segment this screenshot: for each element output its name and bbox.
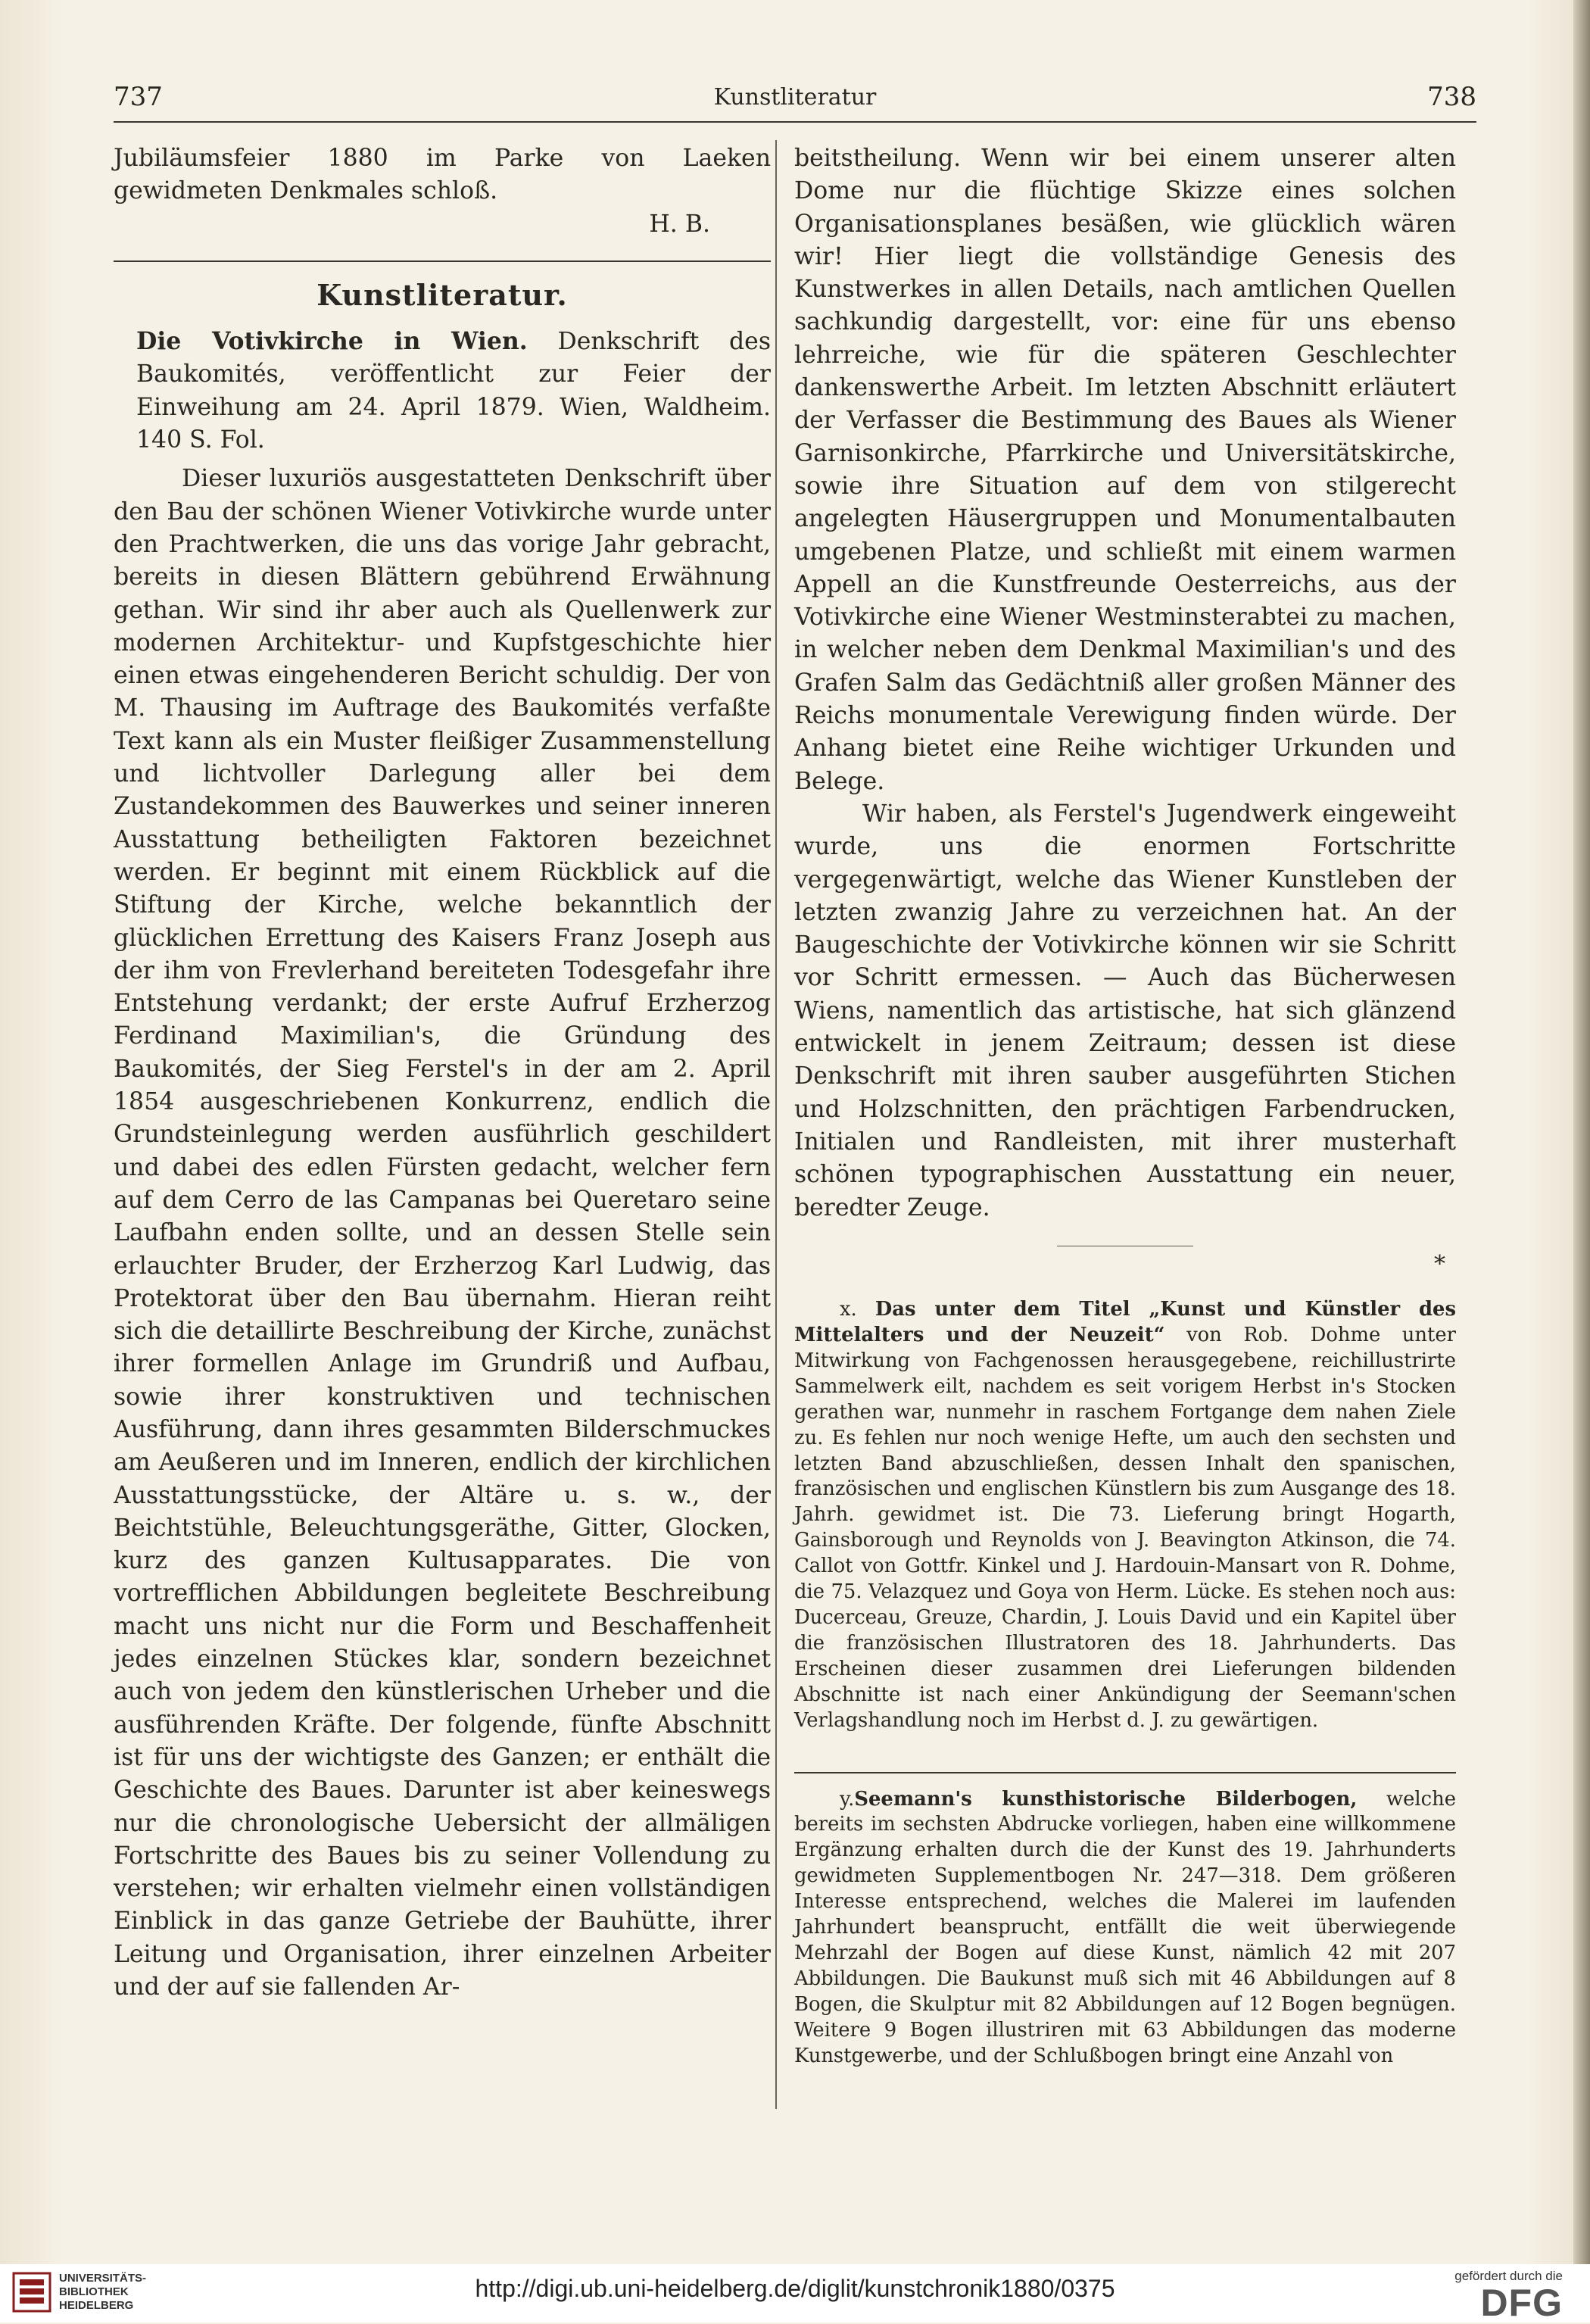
review-heading-details: Denkschrift des Baukomités, veröffentlicht zur Feier der Einweihung am 24. April 1879. Wien, Waldheim. 140 S. Fol. (136, 328, 771, 454)
right-column (794, 142, 1456, 2069)
library-name-line3: HEIDELBERG (59, 2299, 134, 2312)
note-rule (794, 1772, 1456, 1773)
left-page-number: 737 (114, 82, 163, 112)
footer-bar (0, 2264, 1590, 2322)
library-name-line2: BIBLIOTHEK (59, 2285, 129, 2298)
note-x-label: x. (840, 1298, 857, 1321)
intro-text: Jubiläumsfeier 1880 im Parke von Laeken gewidmeten Denkmales schloß. (114, 145, 771, 205)
signature: H. B. (649, 210, 710, 238)
note-x (794, 1297, 1456, 1733)
left-paragraph-1: Dieser luxuriös ausgestatteten Denkschrift über den Bau der schönen Wiener Votivkirche wurde unter den Prachtwerken, die uns das vorige Jahr gebracht, bereits in diesen Blättern gebührend Erwähnung gethan. Wir sind ihr aber auch als Quellenwerk zur modernen Architektur- und Kupfstgeschichte hier einen etwas eingehenderen Bericht schuldig. Der von M. Thausing im Auftrage des Baukomités verfaßte Text kann als ein Muster fleißiger Zusammenstellung und lichtvoller Darlegung aller bei dem Zustandekommen des Bauwerkes und seiner inneren Ausstattung betheiligten Faktoren bezeichnet werden. Er beginnt mit einem Rückblick auf die Stiftung der Kirche, welche bekanntlich der glücklichen Errettung des Kaisers Franz Joseph aus der ihm von Frevlerhand bereiteten Todesgefahr ihre Entstehung verdankt; der erste Aufruf Erzherzog Ferdinand Maximilian's, die Gründung des Baukomités, der Sieg Ferstel's in der am 2. April 1854 ausgeschriebenen Konkurrenz, endlich die Grundsteinlegung werden ausführlich geschildert und dabei des edlen Fürsten gedacht, welcher fern auf dem Cerro de las Campanas bei Queretaro seine Laufbahn enden sollte, und an dessen Stelle sein erlauchter Bruder, der Erzherzog Karl Ludwig, das Protektorat über den Bau übernahm. Hieran reiht sich die detaillirte Beschreibung der Kirche, zunächst ihrer formellen Anlage im Grundriß und Aufbau, sowie ihrer konstruktiven und technischen Ausführung, dann ihres gesammten Bilderschmuckes am Aeußeren und im Inneren, endlich der kirchlichen Ausstattungsstücke, der Altäre u. s. w., der Beichtstühle, Beleuchtungsgeräthe, Gitter, Glocken, kurz des ganzen Kultusapparates. Die von vortrefflichen Abbildungen begleitete Beschreibung macht uns nicht nur die Form und Beschaffenheit jedes einzelnen Stückes klar, sondern bezeichnet auch von jedem den künstlerischen Urheber und die ausführenden Kräfte. Der folgende, fünfte Abschnitt ist für uns der wichtigste des Ganzen; er enthält die Geschichte des Baues. Darunter ist aber keineswegs nur die chronologische Uebersicht der allmäligen Fortschritte des Baues bis zu seiner Vollendung zu verstehen; wir erhalten vielmehr einen vollständigen Einblick in das ganze Getriebe der Bauhütte, ihrer Leitung und Organisation, ihrer einzelnen Arbeiter und der auf sie fallenden Ar- (114, 465, 771, 2001)
note-x-text: von Rob. Dohme unter Mitwirkung von Fachgenossen herausgegebene, reichillustrirte Sammelwerk eilt, nachdem es seit vorigem Herbst in's Stocken gerathen war, nunmehr in raschem Fortgange dem nahen Ziele zu. Es fehlen nur noch wenige Hefte, um auch den sechsten und letzten Band abzuschließen, dessen Inhalt den spanischen, französischen und englischen Künstlern bis zum Ausgange des 18. Jahrh. gewidmet ist. Die 73. Lieferung bringt Hogarth, Gainsborough und Reynolds von J. Beavington Atkinson, die 74. Callot von Gottfr. Kinkel und J. Hardouin-Mansart von R. Dohme, die 75. Velazquez und Goya von Herm. Lücke. Es stehen noch aus: Ducerceau, Greuze, Chardin, J. Louis David und ein Kapitel über die französischen Illustratoren des 18. Jahrhunderts. Das Erscheinen dieser zusammen drei Lieferungen bildenden Abschnitte ist nach einer Ankündigung der Seemann'schen Verlagshandlung noch im Herbst d. J. zu gewärtigen. (794, 1324, 1457, 1732)
column-divider (775, 140, 777, 2109)
section-rule (114, 260, 771, 262)
review-heading (114, 325, 771, 457)
page-edge (1573, 0, 1590, 2264)
review-heading-bold: Die Votivkirche in Wien. (136, 327, 528, 356)
section-title: Kunstliteratur. (316, 277, 568, 312)
page-header (114, 82, 1476, 112)
funder-logo (1454, 2269, 1563, 2322)
right-page-number: 738 (1427, 82, 1476, 112)
right-paragraph-1: beitstheilung. Wenn wir bei einem unserer alten Dome nur die flüchtige Skizze eines solchen Organisationsplanes besäßen, wie glücklich wären wir! Hier liegt die vollständige Genesis des Kunstwerkes in allen Details, nach amtlichen Quellen sachkundig dargestellt, vor: eine für uns ebenso lehrreiche, wie für die späteren Geschlechter dankenswerthe Arbeit. Im letzten Abschnitt erläutert der Verfasser die Bestimmung des Baues als Wiener Garnisonkirche, Pfarrkirche und Universitätskirche, sowie ihre Situation auf dem von stilgerecht angelegten Häusergruppen und Monumentalbauten umgebenen Platze, und schließt mit einem warmen Appell an die Kunstfreunde Oesterreichs, aus der Votivkirche eine Wiener Westminsterabtei zu machen, in welcher neben dem Denkmal Maximilian's und des Grafen Salm das Gedächtniß aller großen Männer des Reichs monumentale Verewigung finden würde. Der Anhang bietet eine Reihe wichtiger Urkunden und Belege. (794, 145, 1456, 795)
left-column (114, 142, 771, 2004)
funded-by-text: gefördert durch die (1454, 2269, 1563, 2283)
note-y (794, 1787, 1456, 2070)
right-paragraph-2: Wir haben, als Ferstel's Jugendwerk eingeweiht wurde, uns die enormen Fortschritte vergegenwärtigt, welche das Wiener Kunstleben der letzten zwanzig Jahre zu verzeichnen hat. An der Baugeschichte der Votivkirche können wir sie Schritt vor Schritt ermessen. — Auch das Bücherwesen Wiens, namentlich das artistische, hat sich glänzend entwickelt in jenem Zeitraum; dessen ist diese Denkschrift mit ihren sauber ausgeführten Stichen und Holzschnitten, den prächtigen Farbendrucken, Initialen und Randleisten, mit ihrer musterhaft schönen typographischen Ausstattung ein neuer, beredter Zeuge. (794, 800, 1456, 1221)
header-rule (114, 121, 1476, 123)
library-name-line1: UNIVERSITÄTS- (59, 2272, 147, 2285)
asterisk: * (1434, 1250, 1445, 1277)
note-y-label: y. (840, 1787, 855, 1811)
note-y-bold: Seemann's kunsthistorische Bilderbogen, (854, 1787, 1358, 1811)
note-y-text: welche bereits im sechsten Abdrucke vorliegen, haben eine willkommene Ergänzung erhalten durch die der Kunst des 19. Jahrhunderts gewidmeten Supplementbogen Nr. 247—318. Dem größeren Interesse entsprechend, welches die Malerei im laufenden Jahrhundert beansprucht, entfällt die weit überwiegende Mehrzahl der Bogen auf diese Kunst, nämlich 42 mit 207 Abbildungen. Die Baukunst muß sich mit 46 Abbildungen auf 8 Bogen, die Skulptur mit 82 Abbildungen auf 12 Bogen begnügen. Weitere 9 Bogen illustriren mit 63 Abbildungen das moderne Kunstgewerbe, und der Schlußbogen bringt eine Anzahl von (794, 1787, 1456, 2067)
funder-name: DFG (1480, 2282, 1563, 2324)
note-x-bold: Das unter dem Titel „Kunst und Künstler des Mittelalters und der Neuzeit“ (794, 1298, 1456, 1346)
permalink[interactable]: http://digi.ub.uni-heidelberg.de/diglit/kunstchronik1880/0375 (475, 2275, 1115, 2302)
running-title: Kunstliteratur (713, 83, 877, 111)
